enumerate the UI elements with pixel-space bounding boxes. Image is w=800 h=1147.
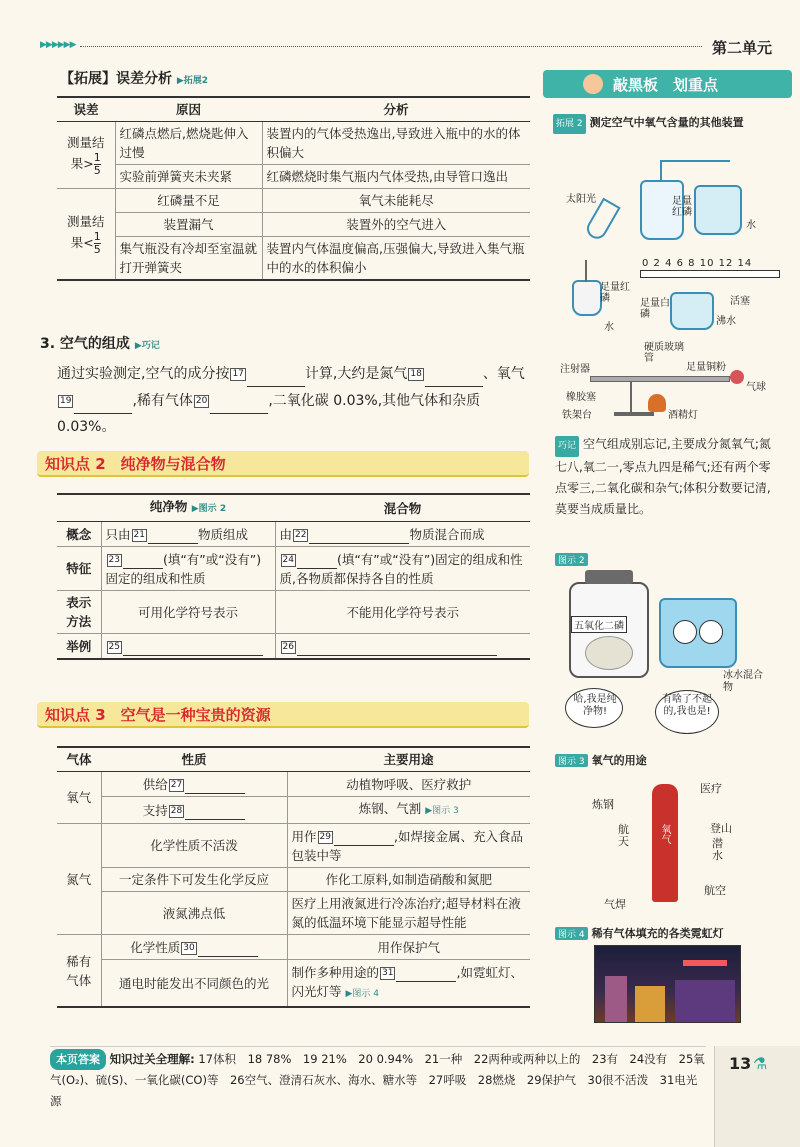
label-sunlight: 太阳光 <box>566 194 596 205</box>
answer-blank[interactable] <box>334 826 394 846</box>
expand-title-block <box>60 68 208 88</box>
label-welding: 气焊 <box>604 898 626 911</box>
neon-photo <box>594 945 741 1023</box>
label-cylinder: 氧气 <box>659 824 670 844</box>
table-row <box>57 892 530 935</box>
label-glass-tube: 硬质玻璃管 <box>644 342 684 364</box>
p4-heading <box>555 925 724 941</box>
oxygen-uses-figure <box>560 774 775 914</box>
figure-title: 测定空气中氧气含量的其他装置 <box>589 116 744 129</box>
figure-tag: ▶图示 4 <box>345 989 380 999</box>
header-arrows: ▶▶▶▶▶▶ <box>40 40 76 50</box>
blank-number: 29 <box>319 832 331 842</box>
label-steel: 炼钢 <box>592 798 614 811</box>
page-number-box <box>714 1046 800 1147</box>
th-reason: 原因 <box>115 97 262 122</box>
property-cell: 通电时能发出不同颜色的光 <box>101 960 287 1008</box>
label-red-phosphorus: 足量红磷 <box>672 196 692 218</box>
answer-blank[interactable] <box>185 800 245 820</box>
table-row: 氧气 供给 27 动植物呼吸、医疗救护 <box>57 772 530 797</box>
table-row <box>57 591 530 634</box>
p3-heading <box>555 752 647 768</box>
figure-title: 氧气的用途 <box>591 754 647 767</box>
blank-number: 17 <box>232 368 244 379</box>
label-aviation: 航空 <box>704 884 726 897</box>
label-water-2: 水 <box>604 322 614 333</box>
analysis-cell: 氧气未能耗尽 <box>262 189 530 213</box>
answer-blank[interactable] <box>247 360 305 387</box>
mnemonic-tip <box>555 434 777 520</box>
blank-number: 19 <box>60 395 72 406</box>
reason-cell: 集气瓶没有冷却至室温就打开弹簧夹 <box>115 237 262 281</box>
figure-tag: 图示 3 <box>555 754 588 767</box>
section3-paragraph: 通过实验测定,空气的成分按 17 计算,大约是氮气 18 、氧气19 ,稀有气体 20 ,二氧化碳 0.03%,其他气体和杂质 0.03%。 <box>57 360 532 440</box>
table-row <box>57 189 530 213</box>
blank-number: 23 <box>108 555 120 565</box>
answer-blank[interactable] <box>148 524 198 544</box>
table-row: 概念 只由 21 物质组成 由 22 物质混合而成 <box>57 522 530 547</box>
property-cell: 液氮沸点低 <box>101 892 287 935</box>
section3-heading <box>40 333 160 353</box>
blank-number: 21 <box>133 530 145 540</box>
row-label: 表示方法 <box>57 591 101 634</box>
label-ice-water: 冰水混合物 <box>723 670 763 693</box>
answer-blank[interactable] <box>297 636 497 656</box>
section3-title: 3. 空气的组成 <box>40 336 130 352</box>
th-use: 主要用途 <box>287 747 530 772</box>
answer-blank[interactable] <box>123 549 163 569</box>
table-row: 氮气 化学性质不活泼 用作 29 ,如焊接金属、充入食品包装中等 <box>57 824 530 868</box>
answer-blank[interactable] <box>425 360 483 387</box>
blank-number: 28 <box>170 806 183 816</box>
expand-title: 【拓展】误差分析 <box>60 71 172 87</box>
table-row <box>57 634 530 660</box>
table-row <box>57 213 530 237</box>
table-row: 支持 28 炼钢、气割 ▶图示 3 <box>57 797 530 824</box>
page-number: 13 <box>729 1054 752 1073</box>
table-row: 稀有气体 化学性质 30 用作保护气 <box>57 935 530 960</box>
use-cell: 医疗上用液氮进行冷冻治疗;超导材料在液氮的低温环境下能显示超导性能 <box>287 892 530 935</box>
label-alcohol-lamp: 酒精灯 <box>668 410 698 421</box>
label-balloon: 气球 <box>746 382 766 393</box>
analysis-cell: 红磷燃烧时集气瓶内气体受热,由导管口逸出 <box>262 165 530 189</box>
label-diving: 潜水 <box>712 837 723 862</box>
gas-rare: 稀有气体 <box>57 935 101 1008</box>
answer-blank[interactable] <box>309 524 409 544</box>
col-mixture: 混合物 <box>275 494 530 522</box>
figure-tag: ▶图示 3 <box>425 806 459 816</box>
apparatus-tube <box>560 258 788 338</box>
speech-bubble-1: 哈,我是纯净物! <box>573 694 617 717</box>
table-row: 通电时能发出不同颜色的光 制作多种用途的 31 ,如霓虹灯、闪光灯等 ▶图示 4 <box>57 960 530 1008</box>
figure-tag: 图示 4 <box>555 927 588 940</box>
label-medical: 医疗 <box>700 782 722 795</box>
label-white-phosphorus: 足量白磷 <box>640 298 670 320</box>
table-row <box>57 165 530 189</box>
blank-number: 30 <box>183 943 195 953</box>
property-cell: 一定条件下可发生化学反应 <box>101 868 287 892</box>
table-row <box>57 237 530 281</box>
label-syringe: 注射器 <box>560 364 590 375</box>
reason-cell: 实验前弹簧夹未夹紧 <box>115 165 262 189</box>
blank-number: 27 <box>170 780 183 790</box>
table-row <box>57 868 530 892</box>
th-gas: 气体 <box>57 747 101 772</box>
kp3-title: 知识点 3 空气是一种宝贵的资源 <box>45 706 271 724</box>
kp2-title: 知识点 2 纯净物与混合物 <box>45 455 226 473</box>
label-copper-powder: 足量铜粉 <box>686 362 726 373</box>
answers-label: 本页答案 <box>50 1049 106 1070</box>
answer-blank[interactable] <box>185 774 245 794</box>
col-pure: 纯净物 <box>149 499 188 514</box>
blank-number: 25 <box>108 642 120 652</box>
label-iron-stand: 铁架台 <box>562 410 592 421</box>
blank-number: 20 <box>195 395 208 406</box>
f2-heading <box>553 113 783 134</box>
table-row: 特征 23 (填“有”或“没有”)固定的组成和性质 24 (填“有”或“没有”)固定的组成和性质,各物质都保持各自的性质 <box>57 547 530 591</box>
label-scale: 0 2 4 6 8 10 12 14 <box>642 258 753 269</box>
apparatus-copper <box>560 340 788 425</box>
right-banner <box>543 70 792 98</box>
answer-blank[interactable] <box>123 636 263 656</box>
speech-bubble-2: 有啥了不起的,我也是! <box>662 694 712 717</box>
tip-tag: 巧记 <box>555 436 579 457</box>
pure-substance-cartoon <box>555 570 783 740</box>
analysis-cell: 装置内的气体受热逸出,导致进入瓶中的水的体积偏大 <box>262 122 530 165</box>
label-boiling-water: 沸水 <box>716 316 736 327</box>
apparatus-sunlight <box>562 160 782 260</box>
use-cell: 动植物呼吸、医疗救护 <box>287 772 530 797</box>
reason-cell: 红磷点燃后,燃烧匙伸入过慢 <box>115 122 262 165</box>
analysis-cell: 装置外的空气进入 <box>262 213 530 237</box>
analysis-cell: 装置内气体温度偏高,压强偏大,导致进入集气瓶中的水的体积偏小 <box>262 237 530 281</box>
section3-tag: ▶巧记 <box>134 341 160 351</box>
error-less-label: 测量结 果< $\frac{1}{5}$ <box>57 189 115 281</box>
p2-tag-line <box>555 552 592 567</box>
figure-tag: 拓展 2 <box>553 114 586 134</box>
mixture-notation: 不能用化学符号表示 <box>275 591 530 634</box>
error-table <box>57 96 530 281</box>
kp2-banner <box>37 451 529 477</box>
label-red-phosphorus-2: 足量红磷 <box>600 282 630 304</box>
kp3-table <box>57 746 530 1008</box>
label-p2o5: 五氧化二磷 <box>571 616 627 633</box>
label-climbing: 登山 <box>710 822 732 835</box>
answer-blank[interactable] <box>396 962 456 982</box>
gas-oxygen: 氧气 <box>57 772 101 824</box>
table-row <box>57 122 530 165</box>
flask-icon: ⚗ <box>753 1054 768 1073</box>
use-cell: 用作保护气 <box>287 935 530 960</box>
reason-cell: 装置漏气 <box>115 213 262 237</box>
label-rubber-stopper: 橡胶塞 <box>566 392 596 403</box>
answers-footer: 本页答案 知识过关全理解: 17体积 18 78% 19 21% 20 0.94% 21一种 22两种或两种以上的 23有 24没有 25氧气(O₂)、硫(S)、一氧化碳(CO)等 26空气、澄清石灰水、海水、糖水等 27呼吸 28燃烧 29保护气 30很不活泼 31电光源 <box>50 1046 706 1112</box>
kp3-banner <box>37 702 529 728</box>
th-property: 性质 <box>101 747 287 772</box>
unit-title: 第二单元 <box>712 39 773 57</box>
answer-blank[interactable] <box>210 387 268 414</box>
blank-number: 18 <box>410 368 422 379</box>
kp2-table <box>57 493 530 660</box>
row-label: 特征 <box>57 547 101 591</box>
blank-number: 24 <box>282 555 294 565</box>
col-pure-tag: ▶图示 2 <box>191 504 227 514</box>
answer-blank[interactable] <box>74 387 132 414</box>
figure-tag: 图示 2 <box>555 553 588 566</box>
header-line <box>80 46 702 47</box>
pure-notation: 可用化学符号表示 <box>101 591 275 634</box>
blank-number: 31 <box>382 968 394 978</box>
property-cell: 化学性质不活泼 <box>101 824 287 868</box>
use-cell: 作化工原料,如制造硝酸和氮肥 <box>287 868 530 892</box>
answer-blank[interactable] <box>198 937 258 957</box>
th-error: 误差 <box>57 97 115 122</box>
banner-title: 敲黑板 划重点 <box>613 76 719 94</box>
reason-cell: 红磷量不足 <box>115 189 262 213</box>
figure-title: 稀有气体填充的各类霓虹灯 <box>591 927 724 940</box>
answer-blank[interactable] <box>297 549 337 569</box>
error-greater-label: 测量结 果> $\frac{1}{5}$ <box>57 122 115 189</box>
label-piston: 活塞 <box>730 296 750 307</box>
answers-title: 知识过关全理解: <box>109 1052 195 1066</box>
blank-number: 22 <box>295 530 307 540</box>
label-aerospace: 航天 <box>618 823 629 848</box>
expand-tag: ▶拓展2 <box>176 76 209 86</box>
blank-number: 26 <box>282 642 294 652</box>
teacher-icon <box>583 74 603 94</box>
row-label: 概念 <box>57 522 101 547</box>
row-label: 举例 <box>57 634 101 660</box>
gas-nitrogen: 氮气 <box>57 824 101 935</box>
tip-text: 空气组成别忘记,主要成分氮氧气;氮七八,氧二一,零点九四是稀气;还有两个零点零三,二氧化碳和杂气;体积分数要记清,莫要当成质量比。 <box>555 437 771 516</box>
label-water: 水 <box>746 220 756 231</box>
th-analysis: 分析 <box>262 97 530 122</box>
